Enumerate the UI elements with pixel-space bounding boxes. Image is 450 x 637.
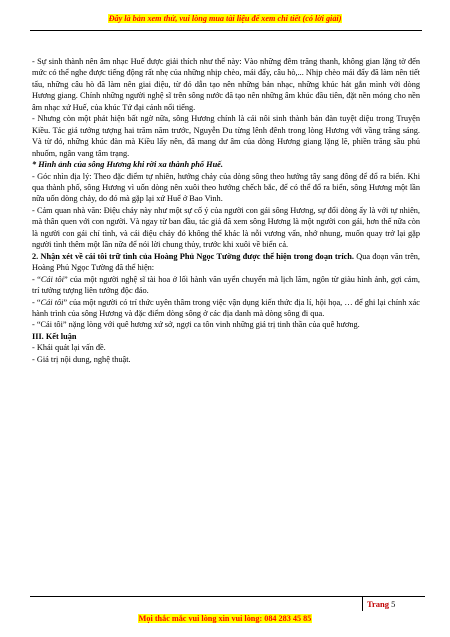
paragraph-writer-view: - Cảm quan nhà văn: Điệu chảy này như một sự cố ý của người con gái sông Hương, sự đổi dòng ấy là với tự nhiên, mà thân quen với con người. Và ngay từ ban đầu, tác giả đã xem sông Hương là một người con gái, hơn thế nữa còn là người con gái chí tình, và cái điệu chảy đó không thể khác là nỗi vương vấn, nhớ nhung, muốn quay trở lại gặp người tình thêm một lần nữa để nói lời chung thủy, trước khi xuôi về biển cả.: [32, 205, 420, 250]
preview-banner-text: Đây là bản xem thử, vui lòng mua tài liệu để xem chi tiết (có lời giải): [108, 14, 342, 23]
paragraph-geography-view: - Góc nhìn địa lý: Theo đặc điểm tự nhiên, hướng chảy của dòng sông theo hướng tây sang đông để đổ ra biển. Khi qua thành phố, sông Hương vì uốn dòng nên xuôi theo hướng chếch bắc, để có thể đổ ra biển, sông Hương một lần nữa uốn dòng chảy, do đó mà gặp lại xứ Huế ở Bao Vinh.: [32, 171, 420, 204]
paragraph-music-origin: - Sự sinh thành nên âm nhạc Huế được giải thích như thế này: Vào những đêm trăng thanh, không gian lặng tờ đến mức có thể nghe được tiếng động rất nhẹ của những nhịp chèo, mái đẩy, câu hò,... Nhịp chèo mái đẩy đã làm nên tiết tấu, những câu hò đã làm nên giai điệu, từ đó dẫn tạo nên những bản nhạc, những khúc hát gắn mình với dòng Hương giang. Chính những người nghệ sĩ trên sông nước đã tạo nên những âm khúc đầu tiên, đặt nền móng cho nền âm nhạc xứ Huế, của khúc Tứ đại cảnh nổi tiếng.: [32, 57, 420, 112]
page-number: 5: [391, 599, 396, 609]
page-number-box: [362, 597, 395, 611]
bullet-text: ” của một người nghệ sĩ tài hoa ở lối hành văn uyển chuyển mà lịch lãm, ngôn từ giàu hình ảnh, gợi cảm, trí tưởng tượng liên tưởng độc đáo.: [32, 274, 420, 296]
bullet-term: Cái tôi: [40, 297, 64, 307]
section-2-title: 2. Nhận xét về cái tôi trữ tình của Hoàng Phủ Ngọc Tường được thể hiện trong đoạn trích.: [32, 251, 354, 261]
conclusion-line-1: - Khái quát lại vấn đề.: [32, 343, 106, 353]
bullet-artist-self: [32, 274, 420, 297]
document-body: [32, 56, 420, 365]
contact-banner: [0, 614, 450, 623]
subheading-leaving-hue: * Hình ảnh của sông Hương khi rời xa thành phố Huế.: [32, 160, 223, 170]
bullet-prefix: - “: [32, 297, 41, 307]
bullet-prefix: - “: [32, 274, 41, 284]
preview-banner: [0, 14, 450, 23]
bullet-scholar-self: [32, 297, 420, 320]
paragraph-kieu-melody: - Nhưng còn một phát hiện bất ngờ nữa, sông Hương chính là cái nôi sinh thành bản đàn tuyệt diệu trong Truyện Kiều. Tác giả tưởng tượng hai trăm năm trước, Nguyễn Du từng lênh đênh trong lòng Hương với vầng trăng sáng. Và từ đó, những khúc đàn mà Kiều lấy nên, đã mang dư âm của dòng Hương giang lặng lẽ, phiền trăng sầu phủ nhuốm, ngân vang tâm trạng.: [32, 114, 420, 158]
section-2-heading: [32, 251, 420, 274]
contact-text: Mọi thắc mắc vui lòng xin vui lòng: 084 283 45 85: [138, 614, 312, 623]
header-divider: [30, 30, 422, 31]
conclusion-line-2: - Giá trị nội dung, nghệ thuật.: [32, 354, 131, 364]
bullet-homeland-self: - “Cái tôi” nặng lòng với quê hương xứ sở, ngợi ca tôn vinh những giá trị tinh thần của quê hương.: [32, 320, 360, 330]
section-2-intro: Qua đoạn văn trên, Hoàng Phủ Ngọc Tường đã thể hiện:: [32, 251, 421, 273]
page-label: Trang: [367, 599, 390, 609]
section-3-heading: III. Kết luận: [32, 331, 77, 341]
bullet-text: ” của một người có trí thức uyên thâm trong việc vận dụng kiến thức địa lí, hội họa, … để ghi lại chính xác hành trình của sông Hương và đặc điểm dòng sông ở các địa danh mà dòng sông đi qua.: [32, 297, 420, 318]
bullet-term: Cái tôi: [40, 274, 64, 284]
